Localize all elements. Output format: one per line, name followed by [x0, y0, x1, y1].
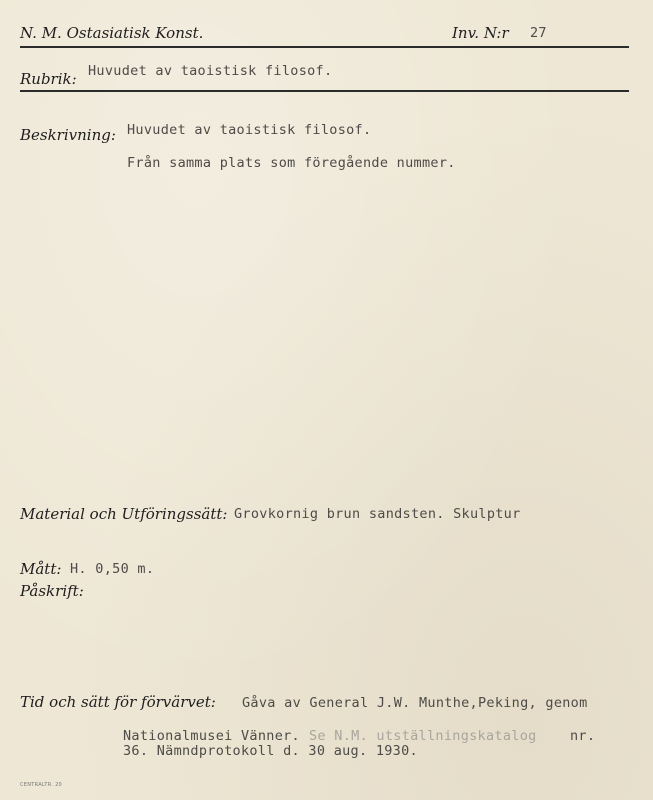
- forvarvet-line-1: Gåva av General J.W. Munthe,Peking, genom: [242, 695, 588, 711]
- material-label: Material och Utföringssätt:: [20, 505, 228, 523]
- matt-label: Mått:: [20, 560, 62, 578]
- beskrivning-label: Beskrivning:: [20, 126, 116, 144]
- rubrik-value: Huvudet av taoistisk filosof.: [88, 63, 333, 79]
- matt-value: H. 0,50 m.: [70, 561, 155, 577]
- inventory-number: 27: [530, 25, 547, 41]
- rubrik-label: Rubrik:: [20, 70, 77, 88]
- header-rule: [20, 46, 629, 48]
- forvarvet-label: Tid och sätt för förvärvet:: [20, 693, 216, 711]
- museum-name: N. M. Ostasiatisk Konst.: [20, 24, 204, 42]
- beskrivning-line-2: Från samma plats som föregående nummer.: [127, 155, 456, 171]
- inventory-label: Inv. N:r: [452, 24, 509, 42]
- forvarvet-line-2-faded: Se N.M. utställningskatalog: [309, 728, 537, 744]
- material-value: Grovkornig brun sandsten. Skulptur: [234, 506, 521, 522]
- rubrik-rule: [20, 90, 629, 92]
- forvarvet-line-2-start: Nationalmusei Vänner.: [123, 728, 300, 744]
- printer-mark: CENTRALTR. 20: [20, 782, 63, 788]
- beskrivning-line-1: Huvudet av taoistisk filosof.: [127, 122, 372, 138]
- forvarvet-line-3: 36. Nämndprotokoll d. 30 aug. 1930.: [123, 743, 418, 759]
- paskrift-label: Påskrift:: [20, 582, 84, 600]
- forvarvet-line-2-end: nr.: [570, 728, 596, 744]
